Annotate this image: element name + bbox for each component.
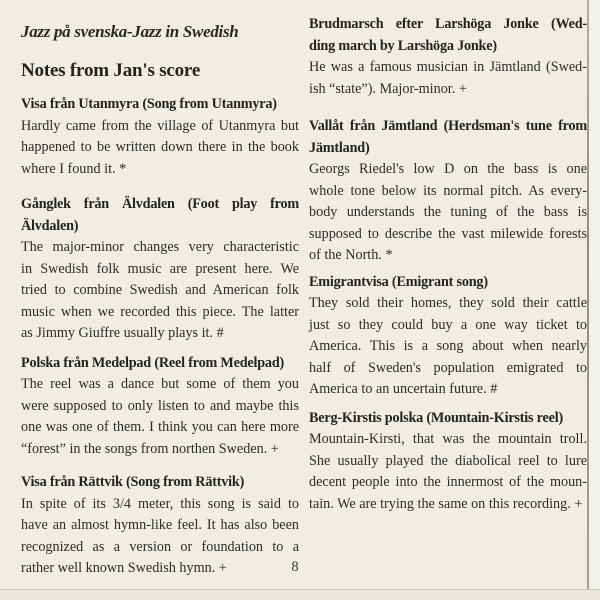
track-title [309,408,587,430]
track-note-section [21,94,299,180]
track-description-line: where I found it. * [21,160,127,177]
track-description-line: They sold their homes, they sold their cattle [309,295,587,311]
track-title-line: ding march by Larshöga Jonke) [309,37,497,54]
track-description [21,116,299,181]
track-description-line: tried to combine Swedish and American folk [21,282,299,298]
scan-edge-right-line [587,0,589,592]
track-description-line: “forest” in the songs from northen Sweden. + [21,440,279,457]
track-description-line: rather well known Swedish hymn. + [21,560,227,576]
track-title-line: Emigrantvisa (Emigrant song) [309,273,488,290]
left-sections [21,94,299,580]
track-note-section [309,116,587,267]
track-description [21,237,299,345]
left-column [21,20,299,580]
track-description-line: as Jimmy Giuffre usually plays it. # [21,325,224,341]
track-description-line: were supposed to only listen to and maybe this [21,397,299,414]
track-note-section [21,353,299,461]
track-title-line: Jämtland) [309,139,370,156]
track-description-line: half of Sweden's population emigrated to [309,359,587,376]
track-description-line: of the North. * [309,247,393,263]
track-title-line: Visa från Utanmyra (Song from Utanmyra) [21,96,277,112]
track-description-line: whole tone below its normal pitch. As every- [309,182,587,199]
track-note-section [309,14,587,100]
track-note-section [309,408,587,516]
track-description-line: He was a famous musician in Jämtland (Swed- [309,59,587,75]
track-description-line: In spite of its 3/4 meter, this song is said to [21,495,299,512]
track-title [309,272,587,294]
track-title-line: Berg-Kirstis polska (Mountain-Kirstis reel) [309,409,563,426]
track-description-line: The reel was a dance but some of them you [21,376,299,392]
track-title-line: Vallåt från Jämtland (Herdsman's tune from [309,118,587,134]
track-description-line: She usually played the diabolical reel to lure [309,452,587,469]
track-description [309,57,587,100]
track-description-line: decent people into the innermost of the moun- [309,474,587,490]
track-description-line: recognized as a version or foundation to a [21,538,299,555]
track-title [21,353,299,375]
track-description-line: happened to be written down there in the book [21,139,299,155]
track-note-section [21,194,299,345]
track-note-section [21,472,299,580]
track-title-line: Polska från Medelpad (Reel from Medelpad) [21,354,285,371]
track-title [21,194,299,237]
track-description-line: body understands the tuning of the bass is [309,204,587,220]
right-sections [309,14,587,515]
notes-heading: Notes from Jan's score [21,60,201,81]
scan-edge-right-strip [589,0,600,592]
track-description-line: Hardly came from the village of Utanmyra but [21,117,299,134]
track-title [21,472,299,494]
track-description-line: in Swedish folk music are present here. We [21,260,299,277]
track-title-line: Visa från Rättvik (Song from Rättvik) [21,474,245,490]
track-description-line: America to an uncertain future. # [309,381,498,397]
track-title-line: Brudmarsch efter Larshöga Jonke (Wed- [309,16,587,32]
track-description-line: The major-minor changes very characteristic [21,239,299,255]
track-description-line: one was one of them. I think you can here more [21,419,299,435]
track-description-line: supposed to describe the vast milewide forests [309,225,587,242]
scan-edge-bottom [0,589,600,600]
track-title [21,94,299,116]
track-description [21,374,299,460]
track-description-line: America. This is a song about when nearly [309,338,587,354]
right-column [309,14,587,515]
track-note-section [309,272,587,401]
track-description [21,494,299,580]
track-description-line: tain. We are trying the same on this recording. + [309,495,583,512]
track-description [309,293,587,401]
album-title: Jazz på svenska-Jazz in Swedish [21,22,239,41]
track-description [309,429,587,515]
track-description-line: ish “state”). Major-minor. + [309,80,467,97]
track-title [309,14,587,57]
track-title-line: Gånglek från Älvdalen (Foot play from [21,196,299,212]
track-title [309,116,587,159]
track-title-line: Älvdalen) [21,217,79,234]
track-description [309,159,587,267]
track-description-line: just so they could buy a one way ticket to [309,316,587,333]
track-description-line: Mountain-Kirsti, that was the mountain troll. [309,431,587,447]
track-description-line: music when we recorded this piece. The latter [21,303,299,320]
track-description-line: have an almost hymn-like feel. It has also been [21,517,299,533]
track-description-line: Georgs Riedel's low D on the bass is one [309,161,587,177]
page-number: 8 [291,559,299,575]
